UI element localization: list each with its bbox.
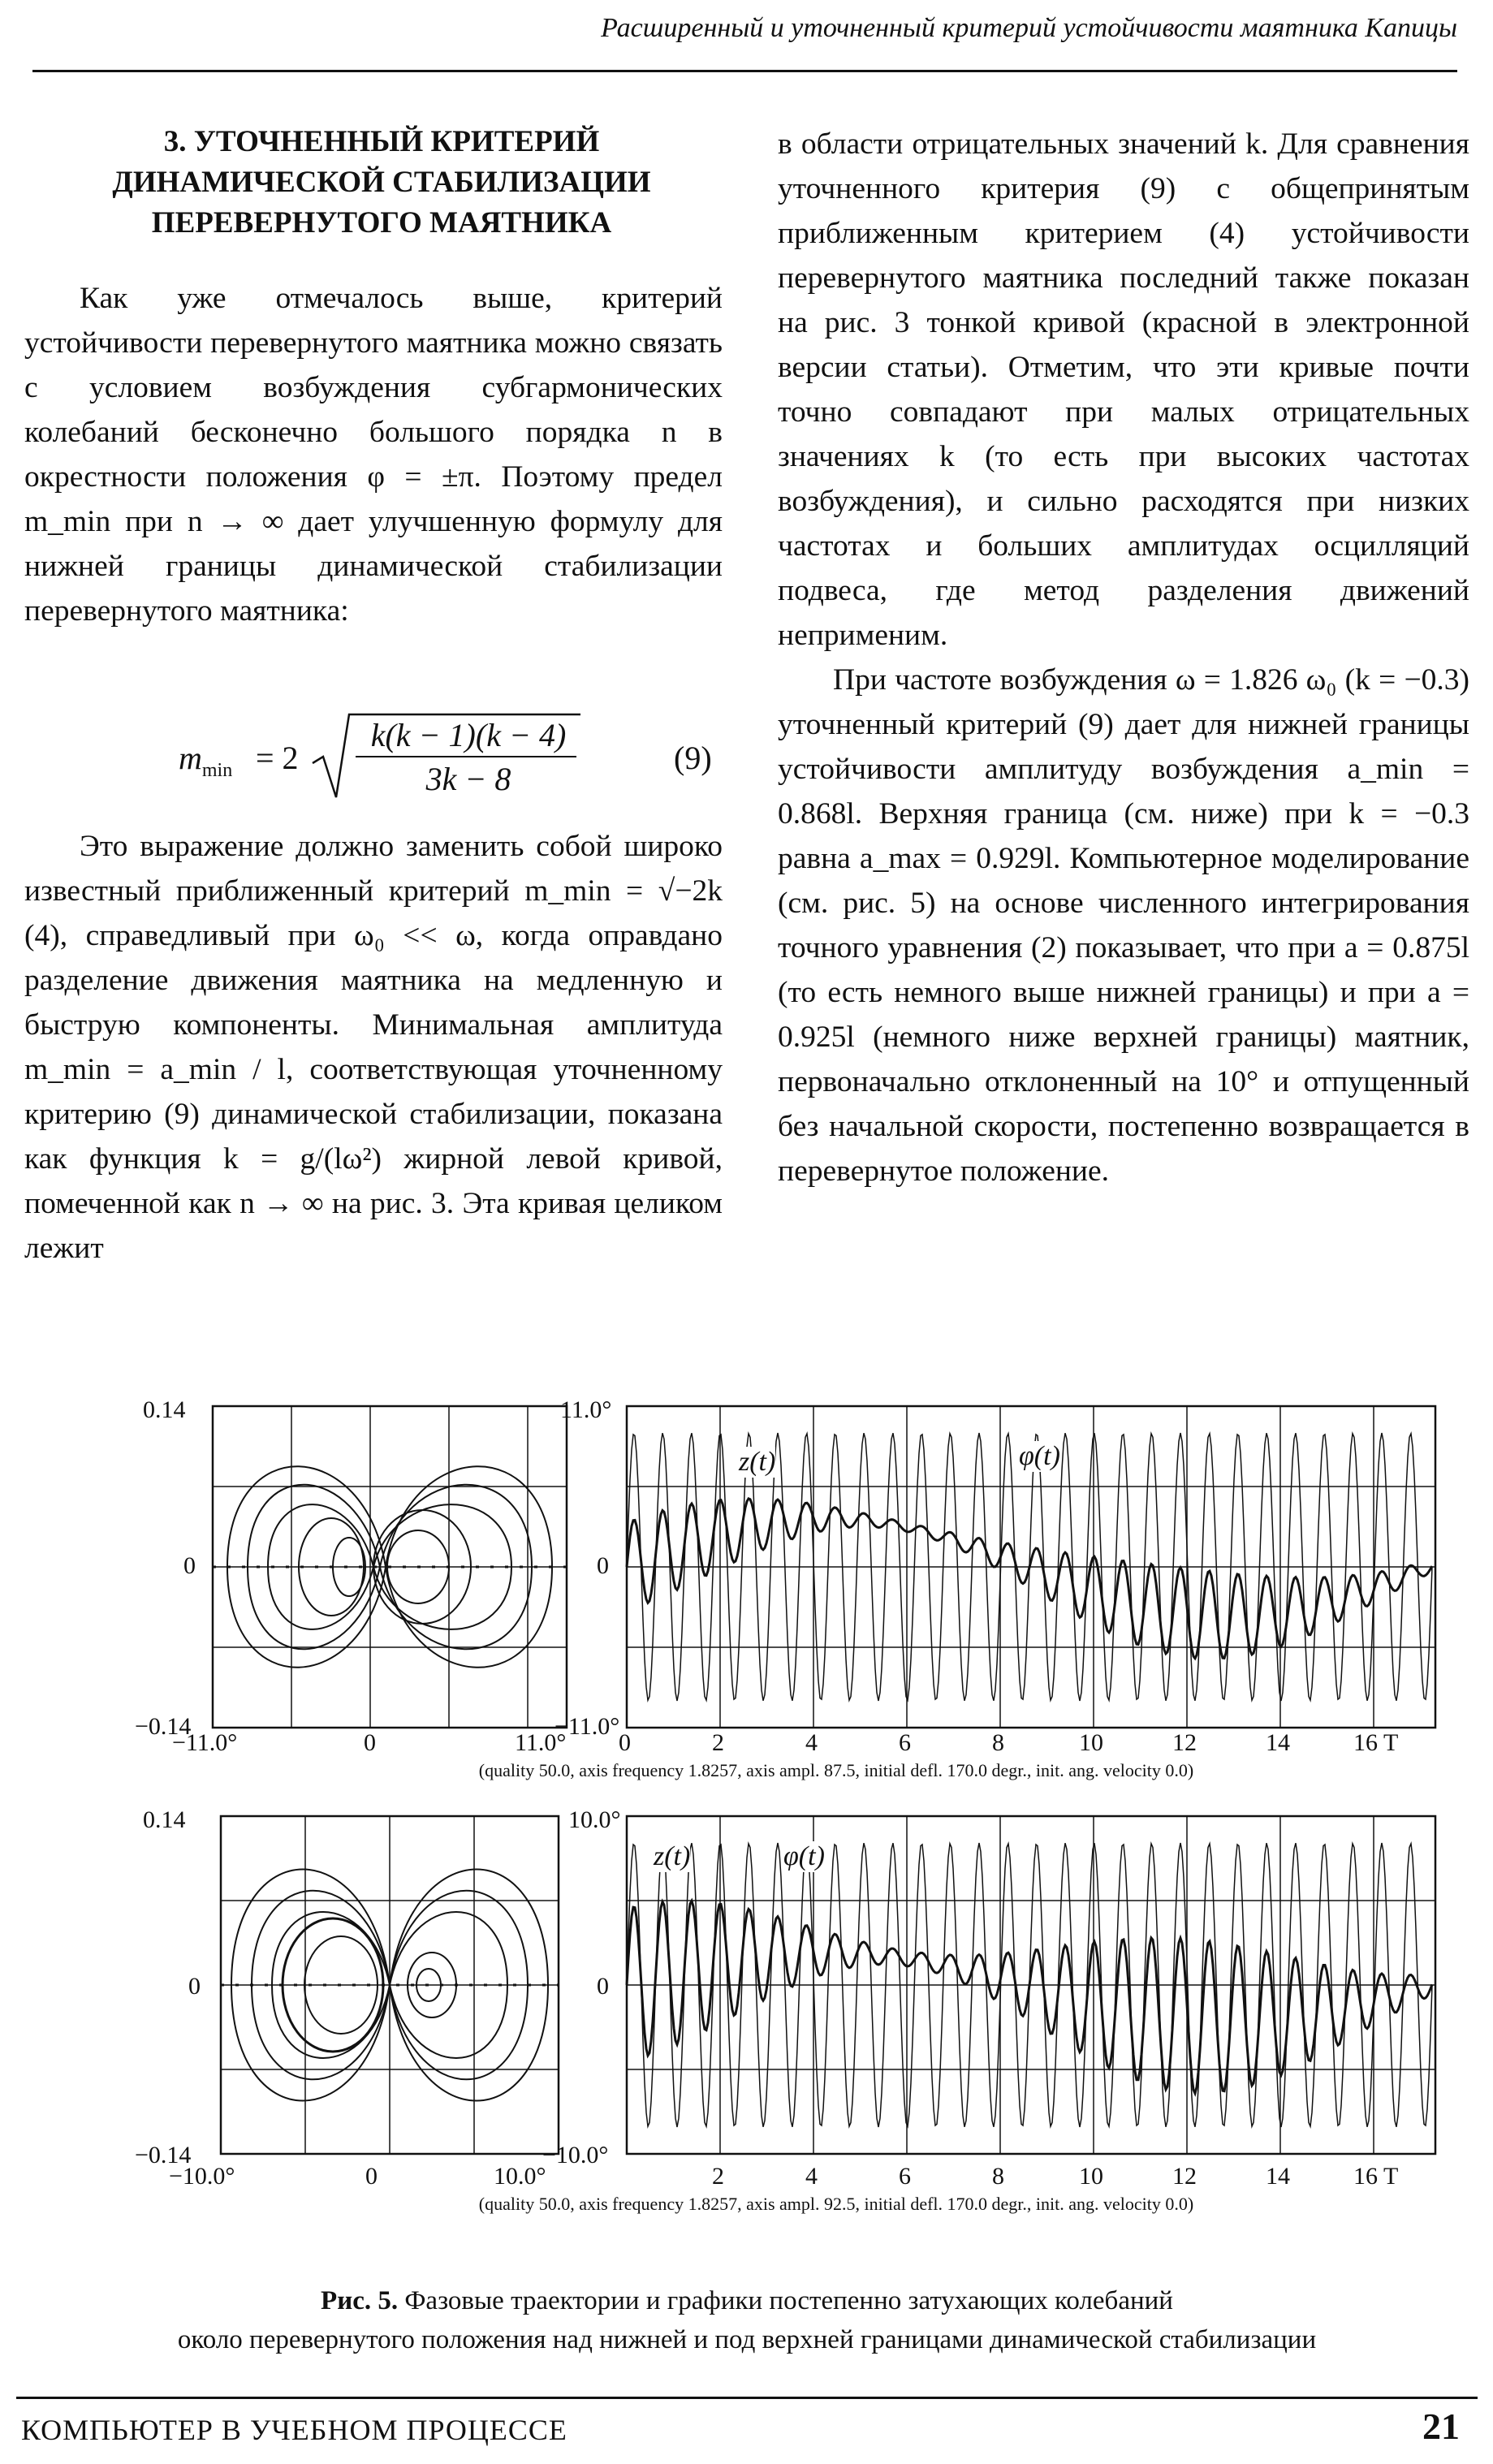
xtick: 16 T — [1353, 2163, 1399, 2190]
figure-5 — [0, 1396, 1493, 2354]
xtick: 10 — [1079, 2163, 1103, 2190]
formula-number: (9) — [674, 740, 712, 776]
caption-line-1 — [16, 2281, 1478, 2320]
xtick: 8 — [992, 2163, 1004, 2190]
xtick: 6 — [899, 1729, 911, 1756]
bottom-phase-plot — [219, 1815, 560, 2155]
caption-line-2: около перевернутого положения над нижней и под верхней границами динамической стабилизации — [177, 2325, 1317, 2354]
bottom-phase-ytick-max: 0.14 — [143, 1806, 186, 1833]
xtick: 2 — [712, 1729, 724, 1756]
top-phase-ytick-zero: 0 — [183, 1552, 196, 1579]
xtick: 4 — [805, 2163, 818, 2190]
xtick: 16 T — [1353, 1729, 1399, 1756]
xtick: 8 — [992, 1729, 1004, 1756]
paragraph-1-container — [24, 276, 723, 633]
bottom-time-plot — [625, 1815, 1437, 2155]
top-phase-ytick-min: −0.14 — [135, 1713, 192, 1740]
paragraph-1: Как уже отмечалось выше, критерий устойчивости перевернутого маятника можно связать с условием возбуждения субгармонических колебаний бесконечно большого порядка n в окрестности положения φ = ±π. Поэтому предел m_min при n → ∞ дает улучшенную формулу для нижней границы динамической стабилизации перевернутого маятника: — [24, 282, 723, 628]
formula-numerator: k(k − 1)(k − 4) — [370, 717, 567, 753]
top-time-ytick-min: −11.0° — [554, 1713, 620, 1740]
bottom-phase-xtick-max: 10.0° — [494, 2163, 546, 2190]
top-label-z: z(t) — [739, 1447, 776, 1477]
caption-text-1: Фазовые траектории и графики постепенно затухающих колебаний — [398, 2286, 1173, 2315]
header-rule — [32, 70, 1457, 72]
paragraph-2: Это выражение должно заменить собой широко известный приближенный критерий m_min = √−2k (4), справедливый при ω₀ << ω, когда оправдано разделение движения маятника на медленную и быструю компоненты. Минимальная амплитуда m_min = a_min / l, соответствующая уточненному критерию (9) динамической стабилизации, показана как функция k = g/(lω²) жирной левой кривой, помеченной как n → ∞ на рис. 3. Эта кривая целиком лежит — [24, 830, 723, 1265]
top-phase-xtick-zero: 0 — [364, 1729, 376, 1756]
formula-eq: = 2 — [256, 740, 299, 776]
bottom-phase-xtick-min: −10.0° — [169, 2163, 235, 2190]
bottom-phase-xtick-zero: 0 — [365, 2163, 378, 2190]
bottom-time-ytick-min: −10.0° — [542, 2142, 609, 2168]
formula-9 — [24, 706, 723, 812]
xtick: 12 — [1172, 1729, 1197, 1756]
bottom-time-ytick-max: 10.0° — [568, 1806, 621, 1833]
xtick: 4 — [805, 1729, 818, 1756]
heading-line-2: ДИНАМИЧЕСКОЙ СТАБИЛИЗАЦИИ — [112, 166, 651, 199]
formula-lhs: $m_{min}$ — [179, 740, 233, 781]
xtick: 12 — [1172, 2163, 1197, 2190]
top-time-ytick-max: 11.0° — [560, 1396, 612, 1423]
top-phase-ytick-max: 0.14 — [143, 1396, 186, 1423]
top-params: (quality 50.0, axis frequency 1.8257, axis ampl. 87.5, initial defl. 170.0 degr., init. ang. velocity 0.0) — [478, 1760, 1194, 1780]
page-number: 21 — [1422, 2406, 1460, 2447]
bottom-label-phi: φ(t) — [783, 1841, 825, 1871]
top-phase-xtick-max: 11.0° — [515, 1729, 567, 1756]
running-header: Расширенный и уточненный критерий устойчивости маятника Капицы — [601, 13, 1457, 43]
xtick: 6 — [899, 2163, 911, 2190]
footer-journal: КОМПЬЮТЕР В УЧЕБНОМ ПРОЦЕССЕ — [21, 2414, 567, 2446]
bottom-time-ytick-zero: 0 — [597, 1973, 609, 2000]
bottom-phase-ytick-zero: 0 — [188, 1973, 201, 2000]
heading-line-3: ПЕРЕВЕРНУТОГО МАЯТНИКА — [151, 206, 612, 239]
xtick: 2 — [712, 2163, 724, 2190]
paragraph-4: При частоте возбуждения ω = 1.826 ω₀ (k = −0.3) уточненный критерий (9) дает для нижней границы устойчивости амплитуду возбуждения a_min = 0.868l. Верхняя граница (см. ниже) при k = −0.3 равна a_max = 0.929l. Компьютерное моделирование (см. рис. 5) на основе численного интегрирования точного уравнения (2) показывает, что при a = 0.875l (то есть немного выше нижней границы) и при a = 0.925l (немного ниже верхней границы) маятник, первоначально отклоненный на 10° и отпущенный без начальной скорости, постепенно возвращается в перевернутое положение. — [778, 663, 1469, 1188]
caption-label: Рис. 5. — [321, 2286, 399, 2315]
bottom-label-z: z(t) — [654, 1841, 691, 1871]
right-column — [778, 122, 1469, 1193]
paragraph-3: в области отрицательных значений k. Для сравнения уточненного критерия (9) с общепринятым приближенным критерием (4) устойчивости перевернутого маятника последний также показан на рис. 3 тонкой кривой (красной в электронной версии статьи). Отметим, что эти кривые почти точно совпадают при малых отрицательных значениях k (то есть при высоких частотах возбуждения), и сильно расходятся при низких частотах и больших амплитудах осцилляций подвеса, где метод разделения движений неприменим. — [778, 127, 1469, 652]
xtick: 14 — [1266, 2163, 1290, 2190]
top-phase-plot — [211, 1405, 568, 1729]
formula-denominator: 3k − 8 — [425, 761, 511, 797]
bottom-phase-ytick-min: −0.14 — [135, 2142, 192, 2168]
section-heading — [32, 122, 731, 244]
heading-line-1: 3. УТОЧНЕННЫЙ КРИТЕРИЙ — [163, 125, 600, 158]
xtick: 14 — [1266, 1729, 1290, 1756]
footer-rule — [16, 2397, 1478, 2399]
paragraph-2-container — [24, 824, 723, 1271]
top-label-phi: φ(t) — [1019, 1441, 1060, 1471]
bottom-params: (quality 50.0, axis frequency 1.8257, axis ampl. 92.5, initial defl. 170.0 degr., init. ang. velocity 0.0) — [478, 2194, 1194, 2214]
figure-caption — [16, 2281, 1478, 2359]
xtick: 10 — [1079, 1729, 1103, 1756]
xtick: 0 — [619, 1729, 631, 1756]
top-time-ytick-zero: 0 — [597, 1552, 609, 1579]
top-phase-xtick-min: −11.0° — [172, 1729, 238, 1756]
